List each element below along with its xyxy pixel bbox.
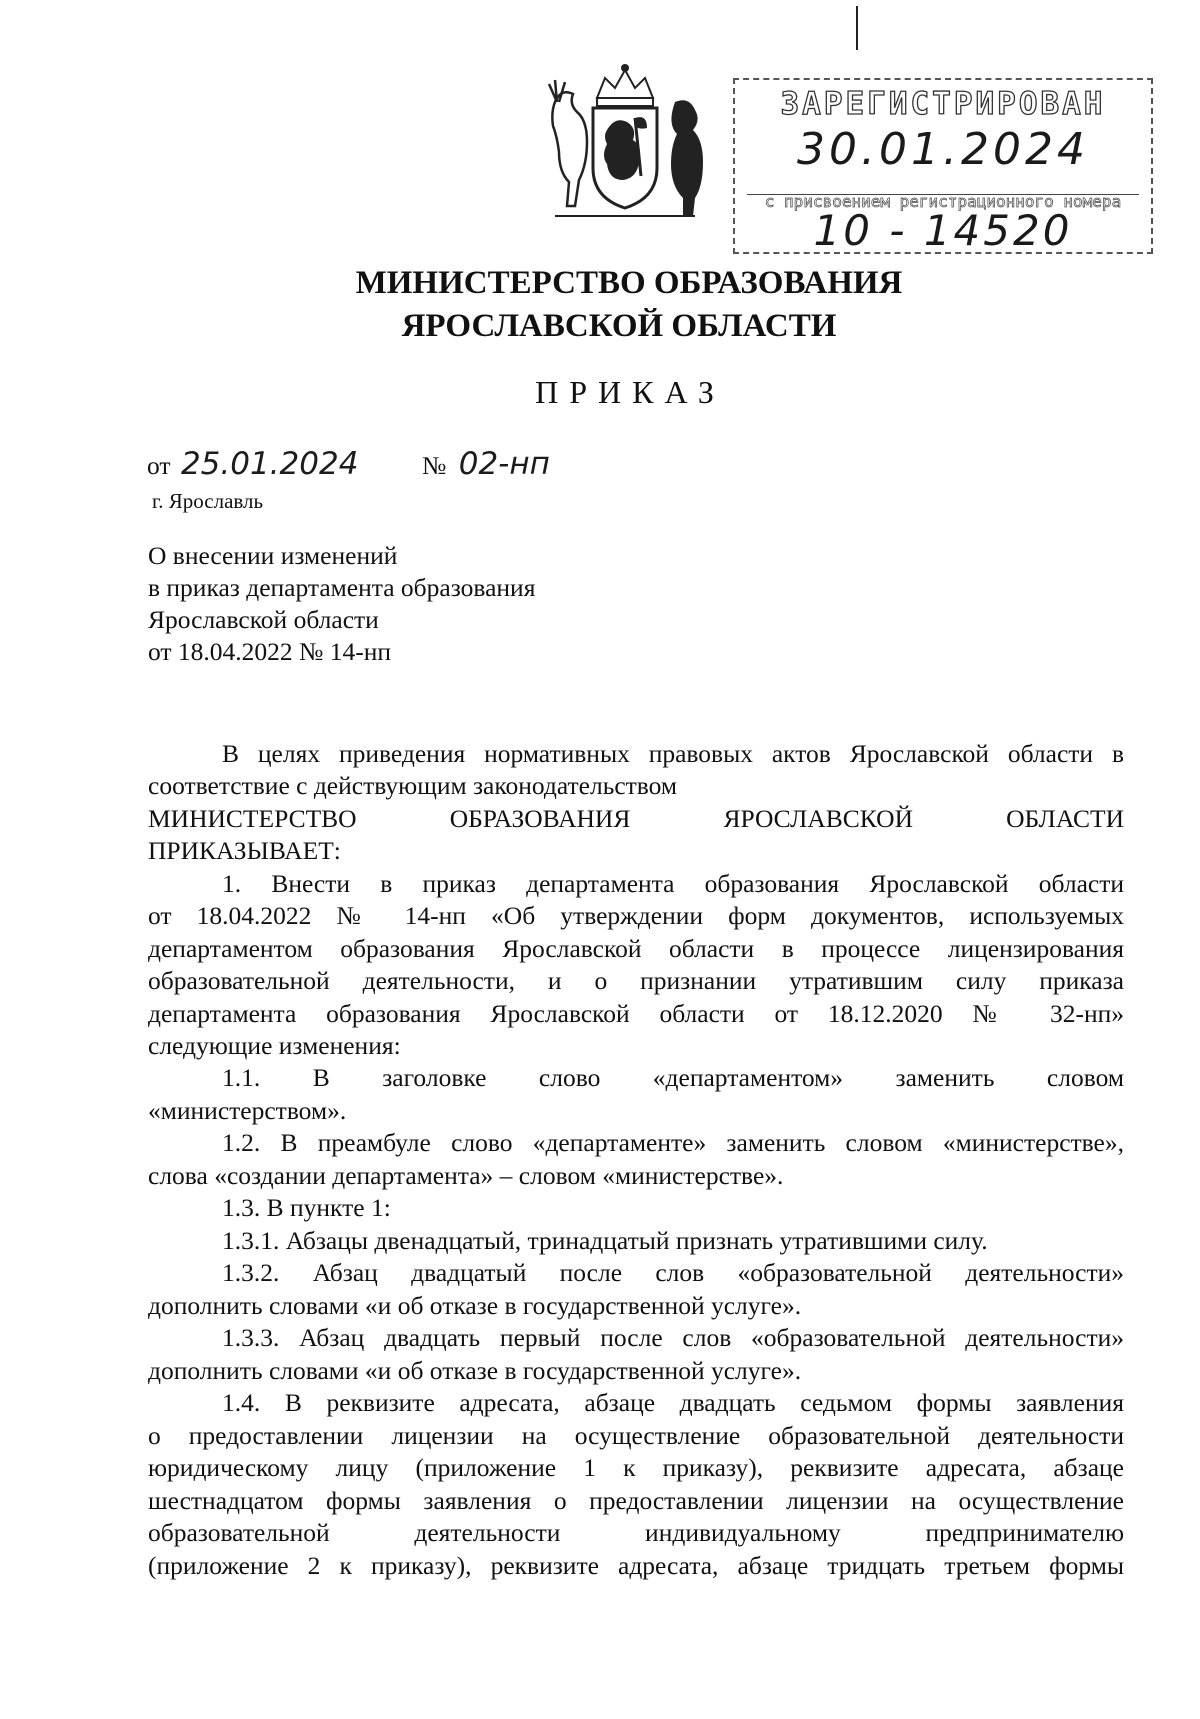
body-line: «министерством». xyxy=(148,1096,347,1125)
ministry-heading-line1: МИНИСТЕРСТВО ОБРАЗОВАНИЯ xyxy=(355,265,903,301)
stamp-caption: с присвоением регистрационного номера xyxy=(764,192,1122,211)
body-line: (приложение 2 к приказу), реквизите адресата, абзаце тридцать третьем формы xyxy=(148,1551,1124,1580)
body-line: ПРИКАЗЫВАЕТ: xyxy=(148,836,341,865)
body-line: департамента образования Ярославской области от 18.12.2020 № 32-нп» xyxy=(148,999,1124,1028)
body-line: о предоставлении лицензии на осуществление образовательной деятельности xyxy=(148,1421,1124,1450)
city: г. Ярославль xyxy=(152,489,264,513)
body-line: МИНИСТЕРСТВО ОБРАЗОВАНИЯ ЯРОСЛАВСКОЙ ОБЛАСТИ xyxy=(148,804,1124,833)
body-line: слова «создании департамента» – словом «министерстве». xyxy=(148,1161,784,1190)
body-line: дополнить словами «и об отказе в государственной услуге». xyxy=(148,1356,802,1385)
body-line: 1.2. В преамбуле слово «департаменте» заменить словом «министерстве», xyxy=(222,1128,1124,1157)
subject-line: Ярославской области xyxy=(148,605,379,634)
date-prefix: от xyxy=(147,451,171,480)
body-line: образовательной деятельности, и о признании утратившим силу приказа xyxy=(148,966,1124,995)
body-line: образовательной деятельности индивидуальному предпринимателю xyxy=(148,1518,1124,1547)
number-prefix: № xyxy=(422,451,447,480)
subject-line: в приказ департамента образования xyxy=(148,573,536,602)
body-line: от 18.04.2022 № 14-нп «Об утверждении форм документов, используемых xyxy=(148,901,1124,930)
body-line: департаментом образования Ярославской области в процессе лицензирования xyxy=(148,934,1124,963)
body-line: 1. Внести в приказ департамента образования Ярославской области xyxy=(222,869,1124,898)
stamp-number: 10 - 14520 xyxy=(813,206,1073,255)
body-line: шестнадцатом формы заявления о предоставлении лицензии на осуществление xyxy=(148,1486,1124,1515)
body-line: В целях приведения нормативных правовых актов Ярославской области в xyxy=(222,739,1124,768)
subject-line: от 18.04.2022 № 14-нп xyxy=(148,637,392,666)
handwritten-number: 02-нп xyxy=(458,446,550,482)
body-line: 1.4. В реквизите адресата, абзаце двадцать седьмом формы заявления xyxy=(222,1388,1124,1417)
body-line: дополнить словами «и об отказе в государственной услуге». xyxy=(148,1291,802,1320)
ministry-heading-line2: ЯРОСЛАВСКОЙ ОБЛАСТИ xyxy=(401,308,837,344)
body-line: 1.3. В пункте 1: xyxy=(222,1193,391,1222)
body-line: следующие изменения: xyxy=(148,1031,401,1060)
body-line: 1.3.2. Абзац двадцатый после слов «образовательной деятельности» xyxy=(222,1258,1124,1287)
body-line: соответствие с действующим законодательством xyxy=(148,771,678,800)
handwritten-date: 25.01.2024 xyxy=(180,446,359,482)
document-type: ПРИКАЗ xyxy=(535,374,725,410)
body-line: 1.3.3. Абзац двадцать первый после слов «образовательной деятельности» xyxy=(222,1323,1124,1352)
body-line: юридическому лицу (приложение 1 к приказу), реквизите адресата, абзаце xyxy=(148,1453,1124,1482)
stamp-date: 30.01.2024 xyxy=(797,124,1089,175)
body-line: 1.1. В заголовке слово «департаментом» заменить словом xyxy=(222,1063,1124,1092)
subject-line: О внесении изменений xyxy=(148,541,398,570)
stamp-title: ЗАРЕГИСТРИРОВАН xyxy=(780,86,1106,122)
body-line: 1.3.1. Абзацы двенадцатый, тринадцатый признать утратившими силу. xyxy=(222,1226,988,1255)
